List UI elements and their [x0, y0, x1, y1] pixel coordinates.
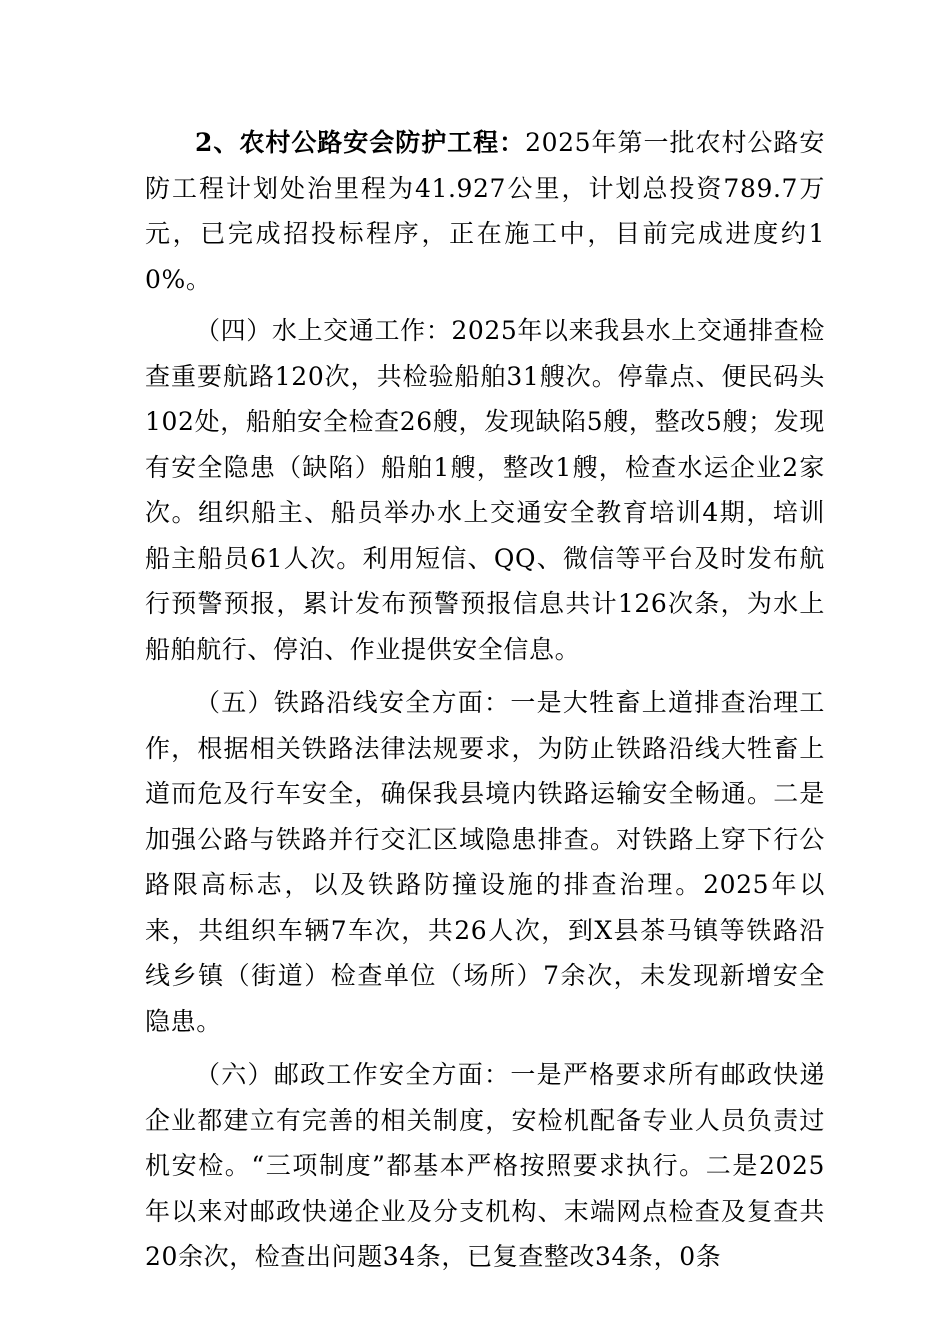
paragraph-heading: 2、农村公路安会防护工程：	[195, 128, 526, 157]
paragraph-postal-safety	[145, 1052, 825, 1280]
paragraph-heading: （六）邮政工作安全方面：	[195, 1060, 511, 1089]
paragraph-text: 一是严格要求所有邮政快递企业都建立有完善的相关制度，安检机配备专业人员负责过机安检。“三项制度”都基本严格按照要求执行。二是2025年以来对邮政快递企业及分支机构、末端网点检查及复查共20余次，检查出问题34条，已复查整改34条，0条	[145, 1060, 826, 1271]
paragraph-text: 2025年以来我县水上交通排查检查重要航路120次，共检验船舶31艘次。停靠点、便民码头102处，船舶安全检查26艘，发现缺陷5艘，整改5艘；发现有安全隐患（缺陷）船舶1艘，整改1艘，检查水运企业2家次。组织船主、船员举办水上交通安全教育培训4期，培训船主船员61人次。利用短信、QQ、微信等平台及时发布航行预警预报，累计发布预警预报信息共计126次条，为水上船舶航行、停泊、作业提供安全信息。	[145, 316, 825, 664]
paragraph-heading: （五）铁路沿线安全方面：	[195, 688, 511, 717]
paragraph-rural-road-safety	[145, 120, 825, 302]
paragraph-water-traffic	[145, 308, 825, 672]
paragraph-text: 一是大牲畜上道排查治理工作，根据相关铁路法律法规要求，为防止铁路沿线大牲畜上道而危及行车安全，确保我县境内铁路运输安全畅通。二是加强公路与铁路并行交汇区域隐患排查。对铁路上穿下行公路限高标志，以及铁路防撞设施的排查治理。2025年以来，共组织车辆7车次，共26人次，到X县茶马镇等铁路沿线乡镇（街道）检查单位（场所）7余次，未发现新增安全隐患。	[145, 688, 826, 1036]
paragraph-railway-safety	[145, 680, 825, 1044]
document-body	[145, 120, 825, 1280]
paragraph-text: 2025年第一批农村公路安防工程计划处治里程为41.927公里，计划总投资789.7万元，已完成招投标程序，正在施工中，目前完成进度约10%。	[145, 128, 825, 294]
paragraph-heading: （四）水上交通工作：	[195, 316, 452, 345]
